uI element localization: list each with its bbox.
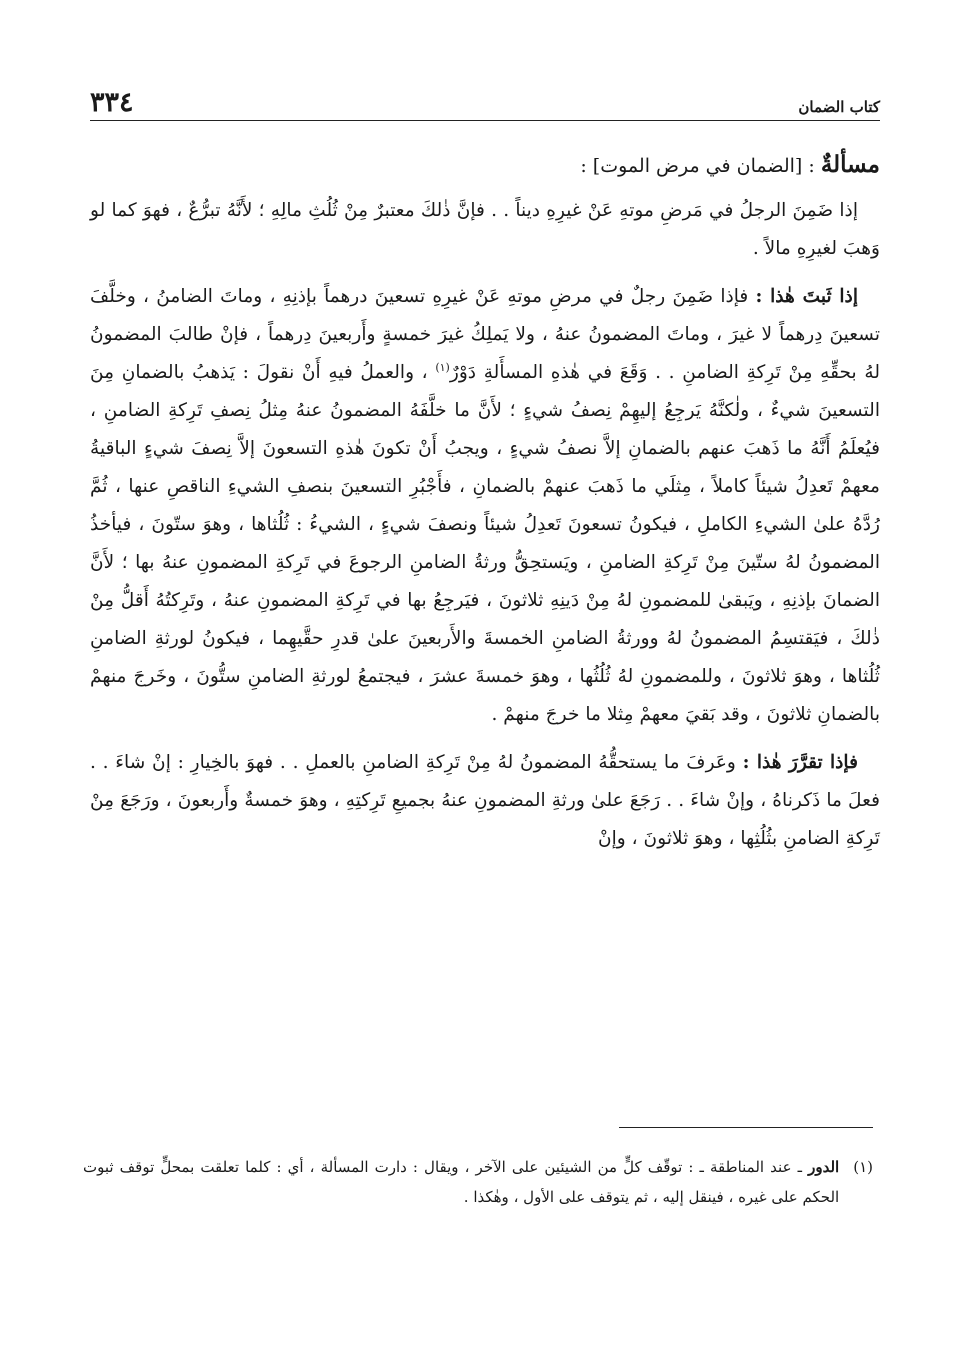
- page-number: ٣٣٤: [90, 87, 134, 118]
- paragraph: [90, 278, 880, 734]
- book-page: [90, 70, 880, 868]
- main-text: [90, 192, 880, 858]
- running-header: [90, 70, 880, 121]
- section-title: : [الضمان في مرض الموت] :: [580, 155, 815, 177]
- footnote-term: الدور: [808, 1158, 840, 1176]
- section-heading: [90, 151, 880, 178]
- paragraph-text: إذا ضَمِنَ الرجلُ في مَرضِ موتهِ عَنْ غيرِهِ ديناً . . فإنَّ ذٰلكَ معتبرٌ مِنْ ثُلُثِ مالِهِ ؛ لأَنَّهُ تبرُّعٌ ، فهوَ كما لو وَهبَ لغيرِهِ مالاً .: [90, 200, 880, 259]
- footnote-body: [83, 1152, 839, 1212]
- footnote-number: (١): [853, 1158, 873, 1176]
- paragraph-text: فإذا ضَمِنَ رجلٌ في مرضِ موتهِ عَنْ غيرِهِ تسعينَ درهماً بإذنِهِ ، وماتَ الضامنُ ، وخلَّفَ تسعينَ دِرهماً لا غيرَ ، وماتَ المضمونُ عنهُ ، ولا يَملِكُ غيرَ خمسةٍ وأَربعينَ دِرهماً ، فإنْ طالبَ المضمونُ لهُ بحقِّهِ مِنْ تَرِكةِ الضامنِ . . وَقَعَ في هٰذهِ المسأَلةِ دَوْرٌ: [90, 286, 880, 383]
- book-title: كتاب الضمان: [798, 98, 880, 116]
- paragraph-lead: فإذا تقرَّرَ هٰذا :: [742, 752, 858, 773]
- footnote-text: ـ عند المناطقة ـ : توقّف كلٍّ من الشيئين على الآخر ، ويقال : دارت المسألة ، أي : كلما تعلقت بمحلٍّ توقف ثبوت الحكم على غيره ، فينقل إليه ، ثم يتوقف على الأول ، وهٰكذا .: [83, 1158, 840, 1206]
- paragraph-text-continued: ، والعملُ فيهِ أَنْ نقولَ : يَذهبُ بالضمانِ مِنَ التسعينَ شيءٌ ، ولٰكنَّهُ يَرجِعُ إليهِمْ نِصفُ شيءٍ ؛ لأَنَّ ما خلَّفَهُ المضمونُ عنهُ مِثلُ نِصفِ تَرِكةِ الضامنِ ، فيُعلَمُ أَنَّهُ ما ذَهبَ عنهم بالضمانِ إلاَّ نصفُ شيءٍ ، ويجبُ أَنْ تكونَ هٰذهِ التسعونَ إلاَّ نِصفَ شيءٍ الباقيةُ معهمْ تَعدِلُ شيئاً كاملاً ، مِثلَي ما ذَهبَ عنهمْ بالضمانِ ، فأَجْبُرِ التسعينَ بنصفِ الشيءِ الناقصِ عنها ، ثُمَّ رُدَّهُ علىٰ الشيءِ الكاملِ ، فيكونُ تسعونَ تَعدِلُ شيئاً ونصفَ شيءٍ ، الشيءُ : ثُلُثاها ، وهوَ ستّونَ ، فيأخذُ المضمونُ لهُ ستّينَ مِنْ تَرِكةِ الضامنِ ، ويَستحِقُّ ورثةُ الضامنِ الرجوعَ في تَرِكةِ المضمونِ عنهُ بها ؛ لأَنَّ الضمانَ بإذنِهِ ، ويَبقىٰ للمضمونِ لهُ مِنْ دَينِهِ ثلاثونَ ، فيَرجِعُ بها في تَرِكةِ المضمونِ عنهُ ، وتَرِكتُهُ أَقلُّ مِنْ ذٰلكَ ، فيَقتسِمُ المضمونُ لهُ وورثةُ الضامنِ الخمسةَ والأَربعينَ علىٰ قدرِ حقَّيهِما ، فيكونُ لورثةِ الضامنِ ثُلُثاها ، وهوَ ثلاثونَ ، وللمضمونِ لهُ ثُلُثُها ، وهوَ خمسةَ عشرَ ، فيجتمعُ لورثةِ الضامنِ ستُّونَ ، وخَرجَ منهمْ بالضمانِ ثلاثونَ ، وقد بَقيَ معهمْ مِثلا ما خرجَ منهمْ .: [90, 362, 880, 725]
- footnote-reference[interactable]: (١): [435, 360, 450, 374]
- footnote-separator: [619, 1127, 873, 1128]
- paragraph-text: وعَرفَ ما يستحقُّهُ المضمونُ لهُ مِنْ تَرِكةِ الضامنِ بالعملِ . . فهوَ بالخِيارِ : إنْ شاءَ . . فعلَ ما ذَكرناهُ ، وإنْ شاءَ . . رَجَعَ علىٰ ورثةِ المضمونِ عنهُ بجميعِ تَرِكتِهِ ، وهوَ خمسةٌ وأَربعونَ ، ورَجَعَ مِنْ تَرِكةِ الضامنِ بثُلُثِها ، وهوَ ثلاثونَ ، وإنْ: [90, 752, 880, 849]
- section-label: مسألةٌ: [820, 151, 880, 178]
- paragraph: [90, 744, 880, 858]
- footnote: [83, 1152, 873, 1212]
- paragraph-lead: إذا ثَبتَ هٰذا :: [755, 286, 859, 307]
- paragraph: [90, 192, 880, 268]
